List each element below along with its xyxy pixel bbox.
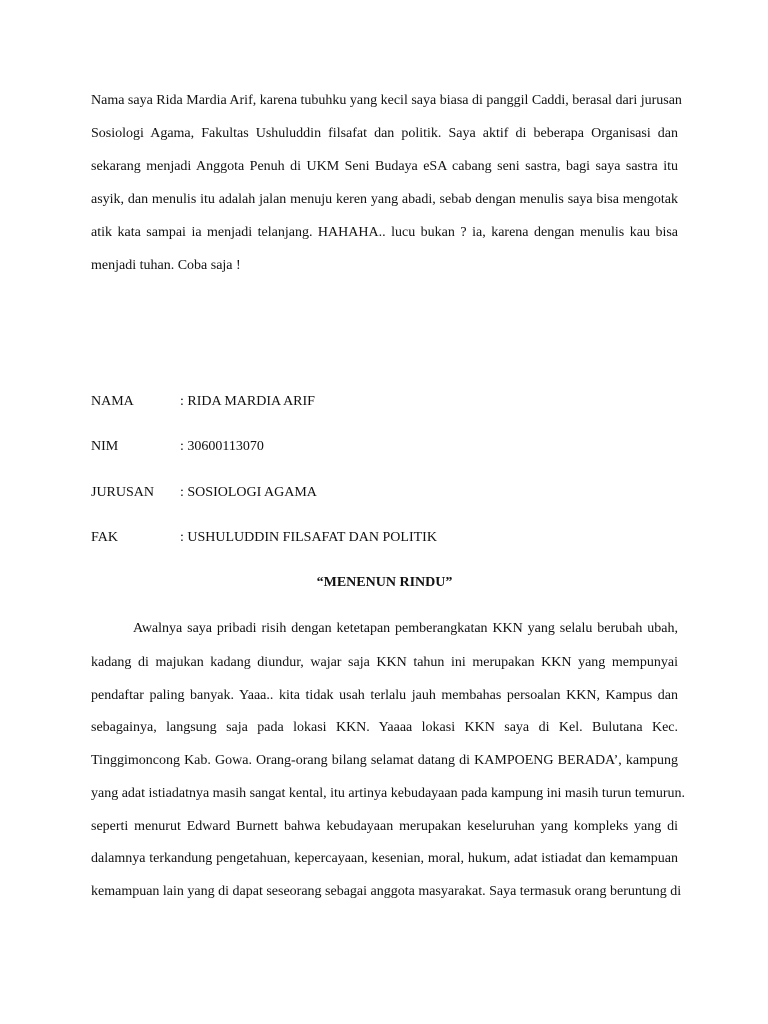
intro-line: atik kata sampai ia menjadi telanjang. HAHAHA.. lucu bukan ? ia, karena dengan menulis kau bisa [91, 225, 678, 240]
major-value: : SOSIOLOGI AGAMA [180, 485, 317, 500]
intro-line: asyik, dan menulis itu adalah jalan menuju keren yang abadi, sebab dengan menulis saya bisa mengotak [91, 192, 678, 207]
intro-line: Sosiologi Agama, Fakultas Ushuluddin filsafat dan politik. Saya aktif di beberapa Organisasi dan [91, 126, 678, 141]
nim-value: : 30600113070 [180, 439, 264, 454]
nim-label: NIM [91, 439, 119, 454]
essay-line: yang adat istiadatnya masih sangat kental, itu artinya kebudayaan pada kampung ini masih turun temurun. [91, 786, 686, 801]
intro-line: Nama saya Rida Mardia Arif, karena tubuhku yang kecil saya biasa di panggil Caddi, berasal dari jurusan [91, 93, 682, 108]
intro-line: sekarang menjadi Anggota Penuh di UKM Seni Budaya eSA cabang seni sastra, bagi saya sastra itu [91, 159, 678, 174]
essay-line: kadang di majukan kadang diundur, wajar saja KKN tahun ini merupakan KKN yang mempunyai [91, 655, 678, 670]
essay-title: “MENENUN RINDU” [316, 575, 453, 590]
essay-line: kemampuan lain yang di dapat seseorang sebagai anggota masyarakat. Saya termasuk orang beruntung di [91, 884, 682, 899]
essay-line: sebagainya, langsung saja pada lokasi KKN. Yaaaa lokasi KKN saya di Kel. Bulutana Kec. [91, 720, 678, 735]
faculty-label: FAK [91, 530, 118, 545]
intro-line: menjadi tuhan. Coba saja ! [91, 258, 241, 273]
essay-line: Awalnya saya pribadi risih dengan ketetapan pemberangkatan KKN yang selalu berubah ubah, [133, 621, 678, 636]
name-value: : RIDA MARDIA ARIF [180, 394, 315, 409]
essay-line: seperti menurut Edward Burnett bahwa kebudayaan merupakan keseluruhan yang kompleks yang di [91, 819, 678, 834]
essay-line: Tinggimoncong Kab. Gowa. Orang-orang bilang selamat datang di KAMPOENG BERADA’, kampung [91, 753, 678, 768]
faculty-value: : USHULUDDIN FILSAFAT DAN POLITIK [180, 530, 437, 545]
essay-line: dalamnya terkandung pengetahuan, kepercayaan, kesenian, moral, hukum, adat istiadat dan kemampuan [91, 851, 678, 866]
essay-line: pendaftar paling banyak. Yaaa.. kita tidak usah terlalu jauh membahas persoalan KKN, Kampus dan [91, 688, 678, 703]
name-label: NAMA [91, 394, 134, 409]
major-label: JURUSAN [91, 485, 155, 500]
